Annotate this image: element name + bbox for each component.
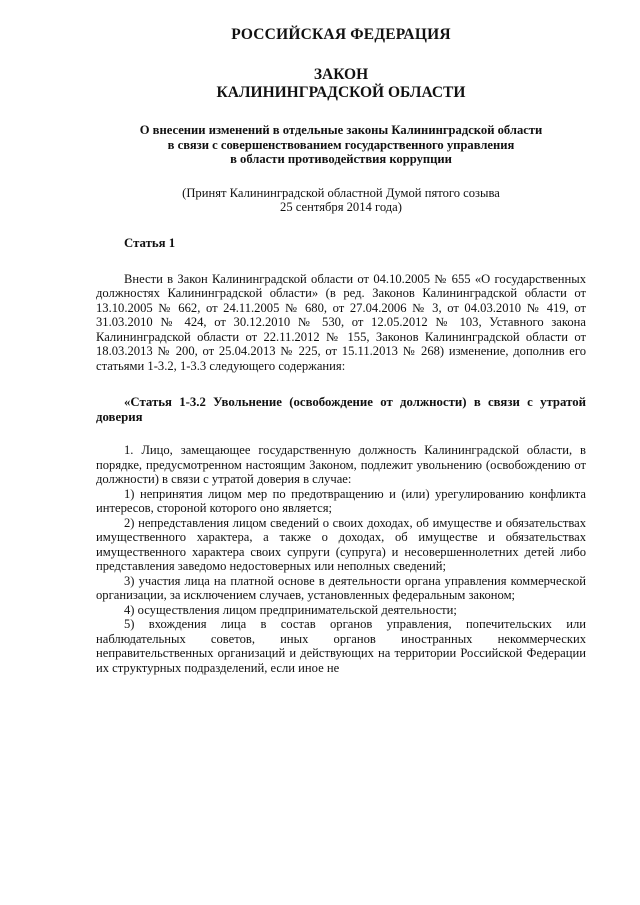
law-title-line2: КАЛИНИНГРАДСКОЙ ОБЛАСТИ [216, 84, 466, 101]
law-subject-line3: в области противодействия коррупции [230, 152, 452, 166]
article-1-3-2-item-1: 1. Лицо, замещающее государственную должность Калининградской области, в порядке, предусмотренном настоящим Законом, подлежит увольнению (освобождению от должности) в связи с утратой доверия в случае: [96, 443, 586, 486]
law-subject-line2: в связи с совершенствованием государственного управления [167, 137, 515, 152]
list-item: 3) участия лица на платной основе в деятельности органа управления коммерческой организации, за исключением случаев, установленных федеральным законом; [96, 573, 586, 602]
law-subject [96, 123, 586, 167]
adoption-note-line1: (Принят Калининградской областной Думой пятого созыва [182, 185, 500, 200]
article-1-heading: Статья 1 [124, 235, 176, 250]
list-item: 4) осуществления лицом предпринимательской деятельности; [124, 602, 457, 617]
law-title [96, 66, 586, 102]
country-title: РОССИЙСКАЯ ФЕДЕРАЦИЯ [231, 26, 451, 43]
article-1-intro: Внести в Закон Калининградской области от 04.10.2005 № 655 «О государственных должностях Калининградской области» (в ред. Законов Калининградской области от 13.10.2005 № 662, от 24.11.2005 № 680, от 27.04.2006 № 3, от 04.03.2010 № 419, от 31.03.2010 № 424, от 30.12.2010 № 530, от 12.05.2012 № 103, Уставного закона Калининградской области от 22.11.2012 № 155, Законов Калининградской области от 18.03.2013 № 200, от 25.04.2013 № 225, от 15.11.2013 № 268) изменение, дополнив его статьями 1-3.2, 1-3.3 следующего содержания: [96, 271, 586, 373]
document-page [96, 26, 586, 675]
article-1-3-2-heading: «Статья 1-3.2 Увольнение (освобождение от должности) в связи с утратой доверия [96, 395, 586, 424]
adoption-note [96, 186, 586, 215]
list-item: 2) непредставления лицом сведений о своих доходах, об имуществе и обязательствах имущественного характера, а также о доходах, об имуществе и обязательствах имущественного характера своих супруги (супруга) и несовершеннолетних детей либо представления заведомо недостоверных или неполных сведений; [96, 515, 586, 573]
law-title-line1: ЗАКОН [313, 66, 369, 83]
list-item: 5) вхождения лица в состав органов управления, попечительских или наблюдательных советов, иных органов иностранных некоммерческих неправительственных организаций и действующих на территории Российской Федерации их структурных подразделений, если иное не [96, 617, 586, 675]
adoption-note-line2: 25 сентября 2014 года) [280, 200, 402, 214]
list-item: 1) непринятия лицом мер по предотвращению и (или) урегулированию конфликта интересов, стороной которого оно является; [96, 486, 586, 515]
article-1-3-2-list [96, 487, 586, 676]
law-subject-line1: О внесении изменений в отдельные законы Калининградской области [139, 123, 543, 137]
